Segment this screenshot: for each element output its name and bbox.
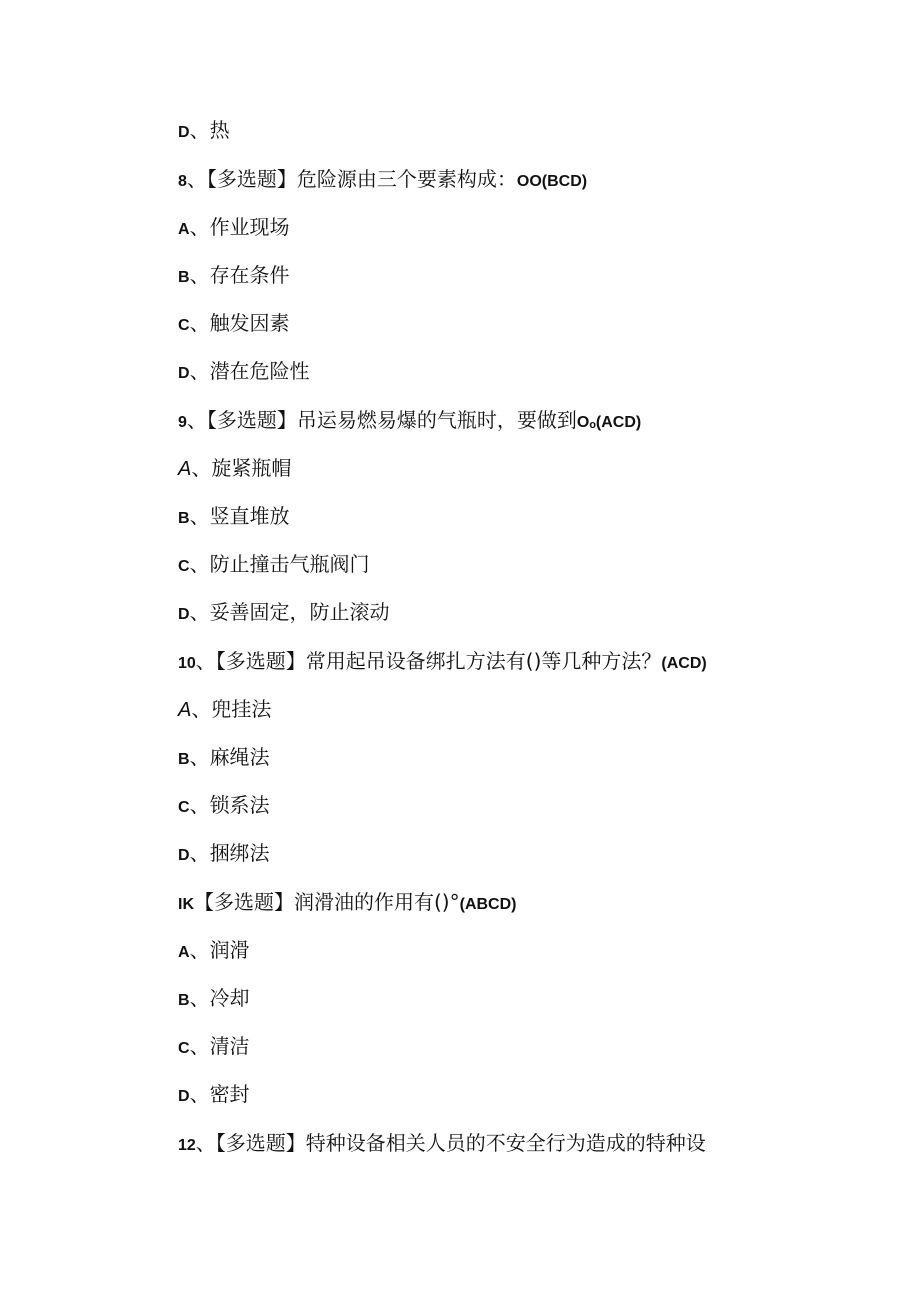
separator: 、 (189, 552, 210, 576)
question-line (178, 645, 707, 677)
option-line (178, 307, 290, 339)
question-line (178, 886, 516, 918)
option-text: 旋紧瓶帽 (211, 456, 292, 480)
option-line (178, 1078, 250, 1110)
option-text: 存在条件 (209, 263, 290, 287)
option-text: 兜挂法 (211, 697, 272, 721)
option-letter: A (178, 944, 190, 961)
question-text: 【多选题】润滑油的作用有()° (194, 890, 460, 914)
option-letter: C (178, 799, 190, 816)
option-line (178, 1030, 250, 1062)
separator: 、 (189, 263, 210, 287)
option-text: 防止撞击气瓶阀门 (209, 552, 370, 576)
separator: 、 (189, 1082, 210, 1106)
separator: 、 (189, 215, 210, 239)
option-text: 润滑 (209, 938, 250, 962)
question-text: 【多选题】危险源由三个要素构成： (206, 167, 517, 191)
option-text: 竖直堆放 (209, 504, 290, 528)
option-text: 麻绳法 (209, 745, 270, 769)
separator: 、 (189, 986, 210, 1010)
question-line (178, 163, 587, 195)
separator: 、 (189, 504, 210, 528)
option-letter: B (178, 269, 190, 286)
option-text: 触发因素 (209, 311, 290, 335)
option-text: 热 (209, 118, 230, 142)
option-text: 捆绑法 (209, 841, 270, 865)
separator: 、 (189, 841, 210, 865)
separator: 、 (189, 311, 210, 335)
option-text: 妥善固定，防止滚动 (209, 600, 390, 624)
separator: 、 (189, 745, 210, 769)
option-text: 锁系法 (209, 793, 270, 817)
separator: 、 (191, 456, 212, 480)
question-line (178, 1127, 706, 1159)
separator: 、 (189, 938, 210, 962)
question-text: 【多选题】常用起吊设备绑扎方法有()等几种方法？ (215, 649, 662, 673)
separator: 、 (189, 1034, 210, 1058)
question-number: IK (178, 896, 194, 913)
option-line (178, 259, 290, 291)
question-number: 12 (178, 1137, 196, 1154)
answer-key: Oₒ(ACD) (576, 414, 642, 431)
separator: 、 (195, 1131, 216, 1155)
option-text: 潜在危险性 (209, 359, 310, 383)
option-letter: D (178, 365, 190, 382)
option-letter: D (178, 847, 190, 864)
separator: 、 (186, 167, 207, 191)
option-letter: B (178, 992, 190, 1009)
option-letter: B (178, 510, 190, 527)
option-text: 密封 (209, 1082, 250, 1106)
question-number: 10 (178, 655, 196, 672)
option-line (178, 211, 290, 243)
separator: 、 (195, 649, 216, 673)
separator: 、 (189, 793, 210, 817)
option-letter: D (178, 124, 190, 141)
answer-key: OO(BCD) (516, 173, 588, 190)
question-number: 8 (178, 173, 187, 190)
option-letter: C (178, 317, 190, 334)
separator: 、 (189, 600, 210, 624)
question-line (178, 404, 641, 436)
option-letter: A (178, 458, 192, 480)
option-text: 冷却 (209, 986, 250, 1010)
answer-key: (ACD) (661, 655, 707, 672)
option-line (178, 452, 291, 484)
separator: 、 (189, 118, 210, 142)
question-number: 9 (178, 414, 187, 431)
separator: 、 (189, 359, 210, 383)
option-letter: C (178, 1040, 190, 1057)
option-text: 清洁 (209, 1034, 250, 1058)
option-letter: D (178, 1088, 190, 1105)
option-line (178, 789, 270, 821)
option-line (178, 837, 270, 869)
option-letter: A (178, 221, 190, 238)
separator: 、 (191, 697, 212, 721)
option-line (178, 500, 290, 532)
option-text: 作业现场 (209, 215, 290, 239)
option-line (178, 741, 270, 773)
option-line (178, 355, 310, 387)
option-letter: A (178, 699, 192, 721)
option-letter: B (178, 751, 190, 768)
question-text: 【多选题】特种设备相关人员的不安全行为造成的特种设 (215, 1131, 706, 1155)
option-line (178, 548, 370, 580)
option-line (178, 693, 271, 725)
option-letter: D (178, 606, 190, 623)
option-line (178, 934, 250, 966)
option-line (178, 596, 390, 628)
answer-key: (ABCD) (459, 896, 517, 913)
option-letter: C (178, 558, 190, 575)
option-line (178, 114, 230, 146)
option-line (178, 982, 250, 1014)
question-text: 【多选题】吊运易燃易爆的气瓶时，要做到 (206, 408, 577, 432)
separator: 、 (186, 408, 207, 432)
